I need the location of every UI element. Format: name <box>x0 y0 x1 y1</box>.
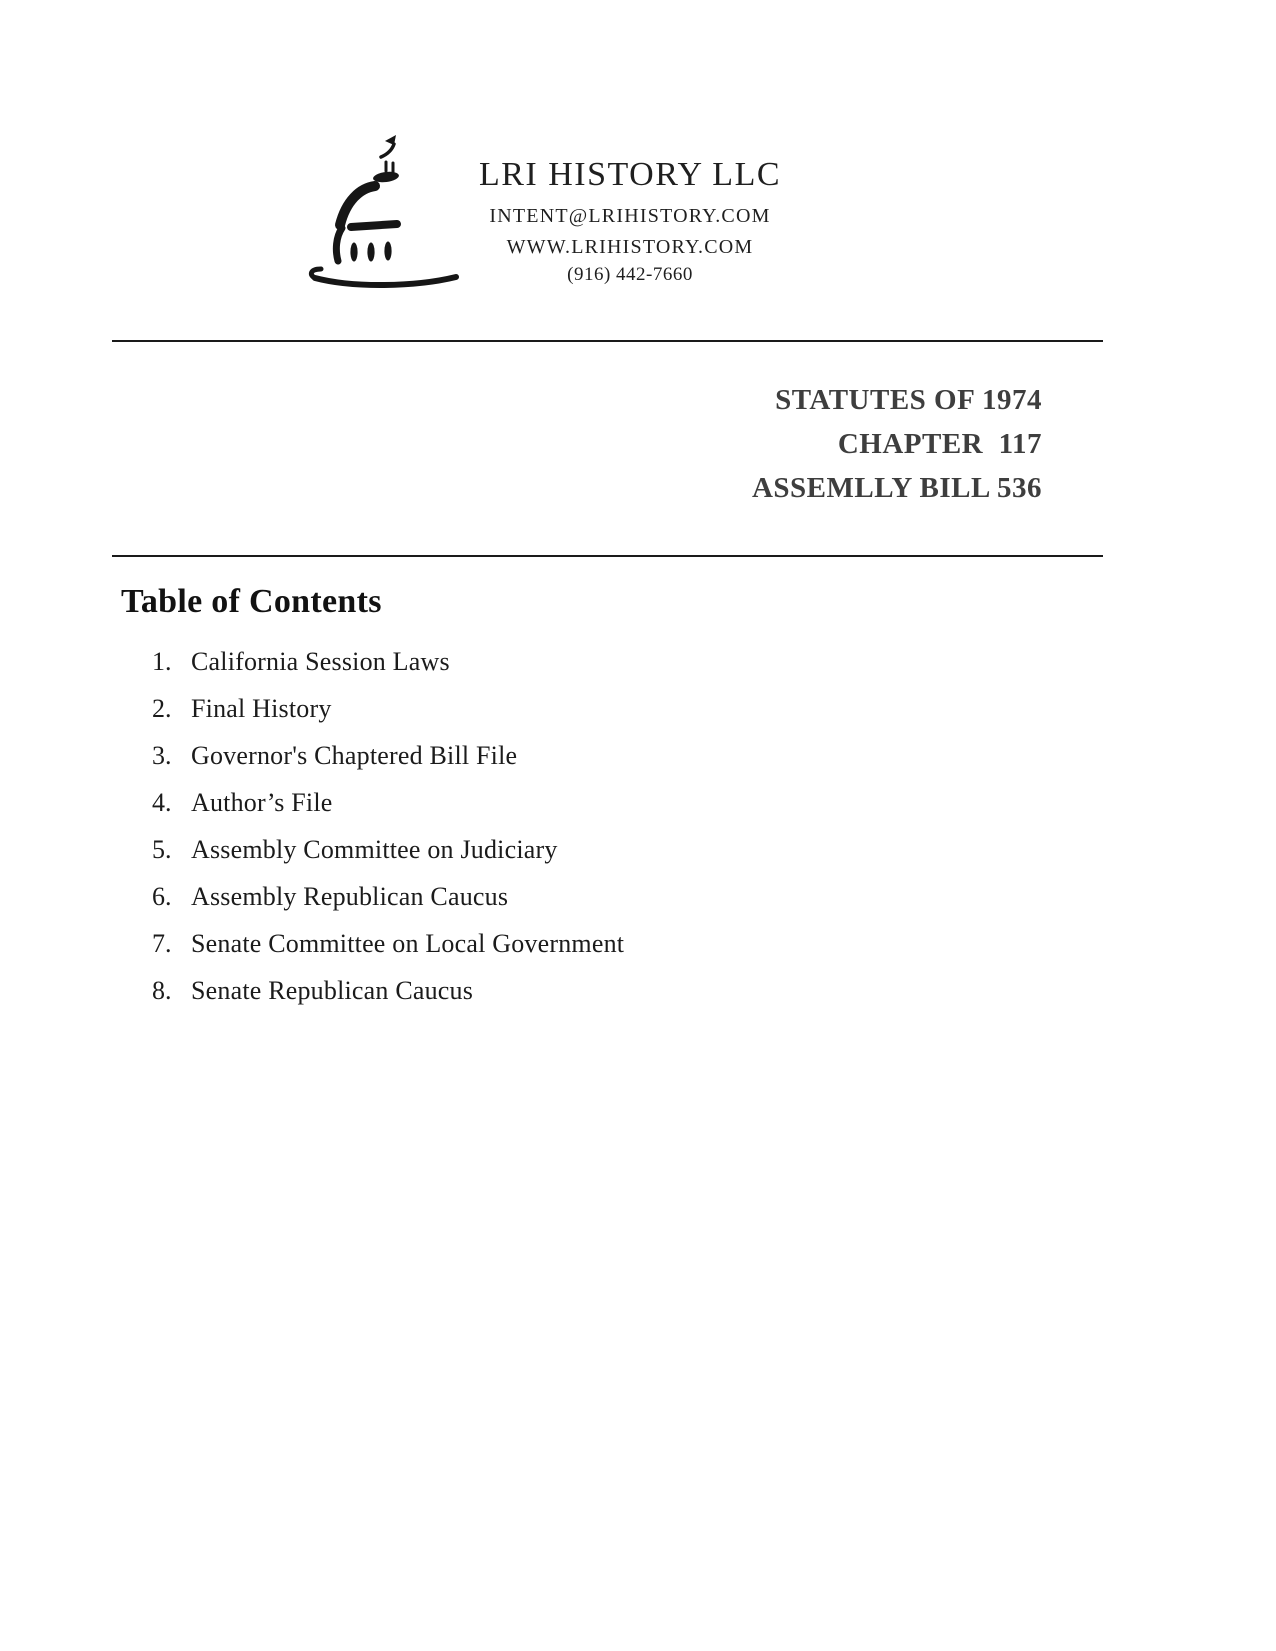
toc-item-label: Assembly Republican Caucus <box>191 882 509 911</box>
toc-item <box>152 647 624 694</box>
toc-item-number: 7. <box>152 929 172 958</box>
toc-item <box>152 788 624 835</box>
toc-item <box>152 929 624 976</box>
toc-item-number: 2. <box>152 694 172 723</box>
toc-item <box>152 741 624 788</box>
toc-item <box>152 694 624 741</box>
toc-item-label: Author’s File <box>191 788 333 817</box>
toc-item-label: California Session Laws <box>191 647 450 676</box>
toc-heading: Table of Contents <box>121 583 382 620</box>
toc-item-label: Senate Committee on Local Government <box>191 929 625 958</box>
toc-item-number: 1. <box>152 647 172 676</box>
toc-item <box>152 882 624 929</box>
toc-item-number: 4. <box>152 788 172 817</box>
divider-top <box>112 340 1103 342</box>
company-website: WWW.LRIHISTORY.COM <box>506 236 754 258</box>
toc-item-label: Governor's Chaptered Bill File <box>191 741 518 770</box>
toc-item-number: 8. <box>152 976 172 1005</box>
title-statutes-line: STATUTES OF 1974 <box>775 384 1042 416</box>
toc-item-number: 3. <box>152 741 172 770</box>
company-name: LRI HISTORY LLC <box>478 156 782 193</box>
document-title-block <box>752 378 1042 510</box>
divider-bottom <box>112 555 1103 557</box>
toc-item-number: 6. <box>152 882 172 911</box>
company-email: INTENT@LRIHISTORY.COM <box>489 205 771 227</box>
toc-item-number: 5. <box>152 835 172 864</box>
toc-item <box>152 976 624 1023</box>
company-phone: (916) 442-7660 <box>567 264 693 285</box>
toc-list <box>152 647 624 1023</box>
toc-item-label: Final History <box>191 694 332 723</box>
toc-item-label: Assembly Committee on Judiciary <box>191 835 558 864</box>
toc-item <box>152 835 624 882</box>
title-bill-line: ASSEMLLY BILL 536 <box>751 472 1042 504</box>
toc-item-label: Senate Republican Caucus <box>191 976 474 1005</box>
title-chapter-line: CHAPTER 117 <box>837 428 1042 460</box>
